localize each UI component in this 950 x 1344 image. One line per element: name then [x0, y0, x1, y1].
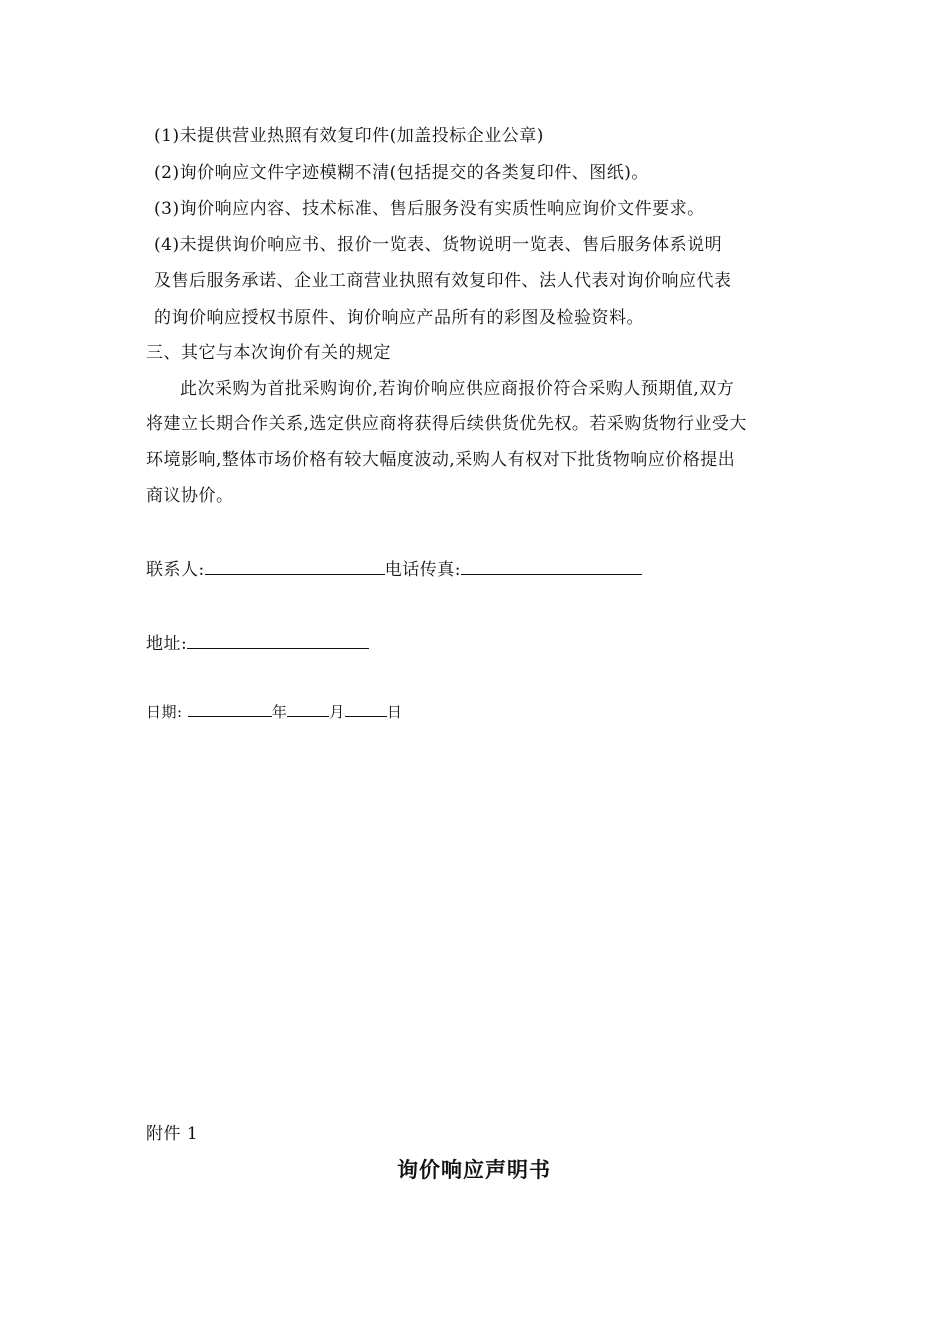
- date-year-blank[interactable]: [188, 702, 272, 717]
- condition-item-4-line-3: 的询价响应授权书原件、询价响应产品所有的彩图及检验资料。: [154, 308, 644, 328]
- attachment-label: 附件 1: [146, 1124, 199, 1144]
- condition-item-4-line-2: 及售后服务承诺、企业工商营业执照有效复印件、法人代表对询价响应代表: [154, 271, 732, 291]
- condition-item-3: (3)询价响应内容、技术标准、售后服务没有实质性响应询价文件要求。: [154, 199, 705, 219]
- address-blank[interactable]: [187, 632, 369, 649]
- phone-fax-label: 电话传真:: [384, 560, 461, 580]
- section-3-paragraph-line-4: 商议协价。: [146, 486, 234, 506]
- contact-row: [146, 558, 642, 581]
- date-month-blank[interactable]: [287, 702, 329, 717]
- contact-label: 联系人:: [146, 560, 205, 580]
- condition-item-1: (1)未提供营业热照有效复印件(加盖投标企业公章): [154, 126, 544, 146]
- attachment-title: 询价响应声明书: [397, 1158, 551, 1182]
- date-label: 日期:: [146, 703, 183, 721]
- condition-item-4-line-1: (4)未提供询价响应书、报价一览表、货物说明一览表、售后服务体系说明: [154, 235, 723, 255]
- month-label: 月: [329, 703, 345, 721]
- section-3-paragraph-line-3: 环境影响,整体市场价格有较大幅度波动,采购人有权对下批货物响应价格提出: [146, 450, 736, 470]
- date-row: [146, 701, 402, 723]
- contact-blank[interactable]: [205, 558, 385, 575]
- section-3-paragraph-line-2: 将建立长期合作关系,选定供应商将获得后续供货优先权。若采购货物行业受大: [146, 414, 747, 434]
- address-label: 地址:: [146, 634, 188, 654]
- condition-item-2: (2)询价响应文件字迹模糊不清(包括提交的各类复印件、图纸)。: [154, 163, 649, 183]
- date-day-blank[interactable]: [345, 702, 387, 717]
- section-3-paragraph-line-1: 此次采购为首批采购询价,若询价响应供应商报价符合采购人预期值,双方: [180, 379, 735, 399]
- address-row: [146, 632, 369, 655]
- year-label: 年: [271, 703, 288, 721]
- section-3-heading: 三、其它与本次询价有关的规定: [146, 343, 391, 363]
- phone-fax-blank[interactable]: [461, 558, 642, 575]
- day-label: 日: [386, 703, 403, 721]
